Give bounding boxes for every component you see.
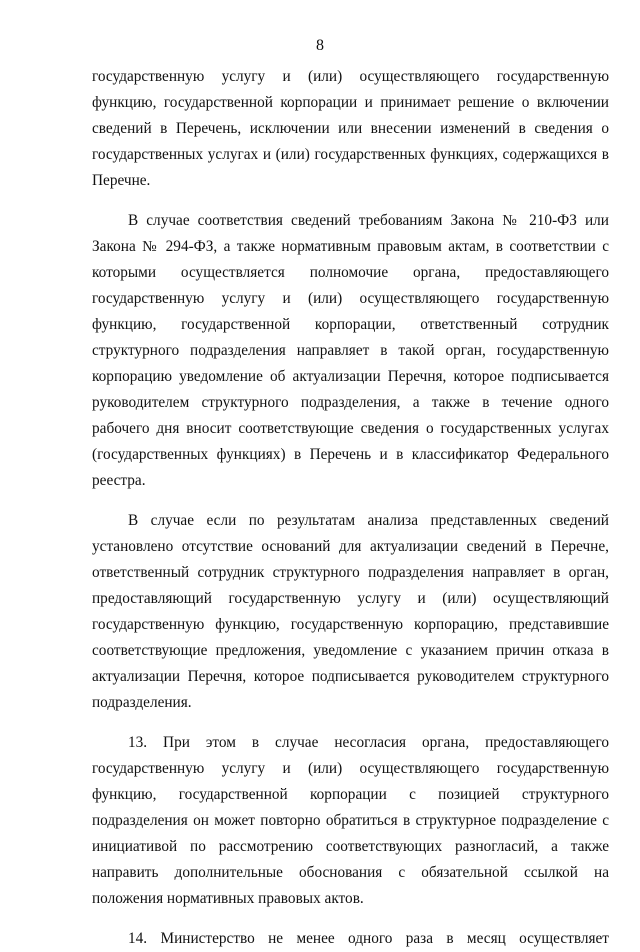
paragraph-spacer	[92, 716, 609, 730]
paragraph-compliance: В случае соответствия сведений требованиям Закона № 210-ФЗ или Закона № 294-ФЗ, а также нормативным правовым актам, в соответствии с которыми осуществляется полномочие органа, предоставляющего государственную услугу и (или) осуществляющего государственную функцию, государственной корпорации, ответственный сотрудник структурного подразделения направляет в такой орган, государственную корпорацию уведомление об актуализации Перечня, которое подписывается руководителем структурного подразделения, а также в течение одного рабочего дня вносит соответствующие сведения о государственных услугах (государственных функциях) в Перечень и в классификатор Федерального реестра.	[92, 212, 609, 489]
paragraph-spacer	[92, 912, 609, 926]
paragraph-spacer	[92, 194, 609, 208]
paragraph-item-13: 13. При этом в случае несогласия органа, предоставляющего государственную услугу и (или) осуществляющего государственную функцию, государственной корпорации с позицией структурного подразделения он может повторно обратиться в структурное подразделение с инициативой по рассмотрению соответствующих разногласий, а также направить дополнительные обоснования с обязательной ссылкой на положения нормативных правовых актов.	[92, 734, 609, 907]
paragraph-refusal: В случае если по результатам анализа представленных сведений установлено отсутствие оснований для актуализации сведений в Перечне, ответственный сотрудник структурного подразделения направляет в орган, предоставляющий государственную услугу и (или) осуществляющий государственную функцию, государственную корпорацию, представившие соответствующие предложения, уведомление с указанием причин отказа в актуализации Перечня, которое подписывается руководителем структурного подразделения.	[92, 512, 609, 711]
document-body	[92, 64, 609, 952]
page-number: 8	[316, 37, 324, 54]
paragraph-item-14: 14. Министерство не менее одного раза в месяц осуществляет	[128, 930, 609, 947]
paragraph-spacer	[92, 494, 609, 508]
paragraph-continuation: государственную услугу и (или) осуществляющего государственную функцию, государственной корпорации и принимает решение о включении сведений в Перечень, исключении или внесении изменений в сведения о государственных услугах и (или) государственных функциях, содержащихся в Перечне.	[92, 68, 609, 189]
